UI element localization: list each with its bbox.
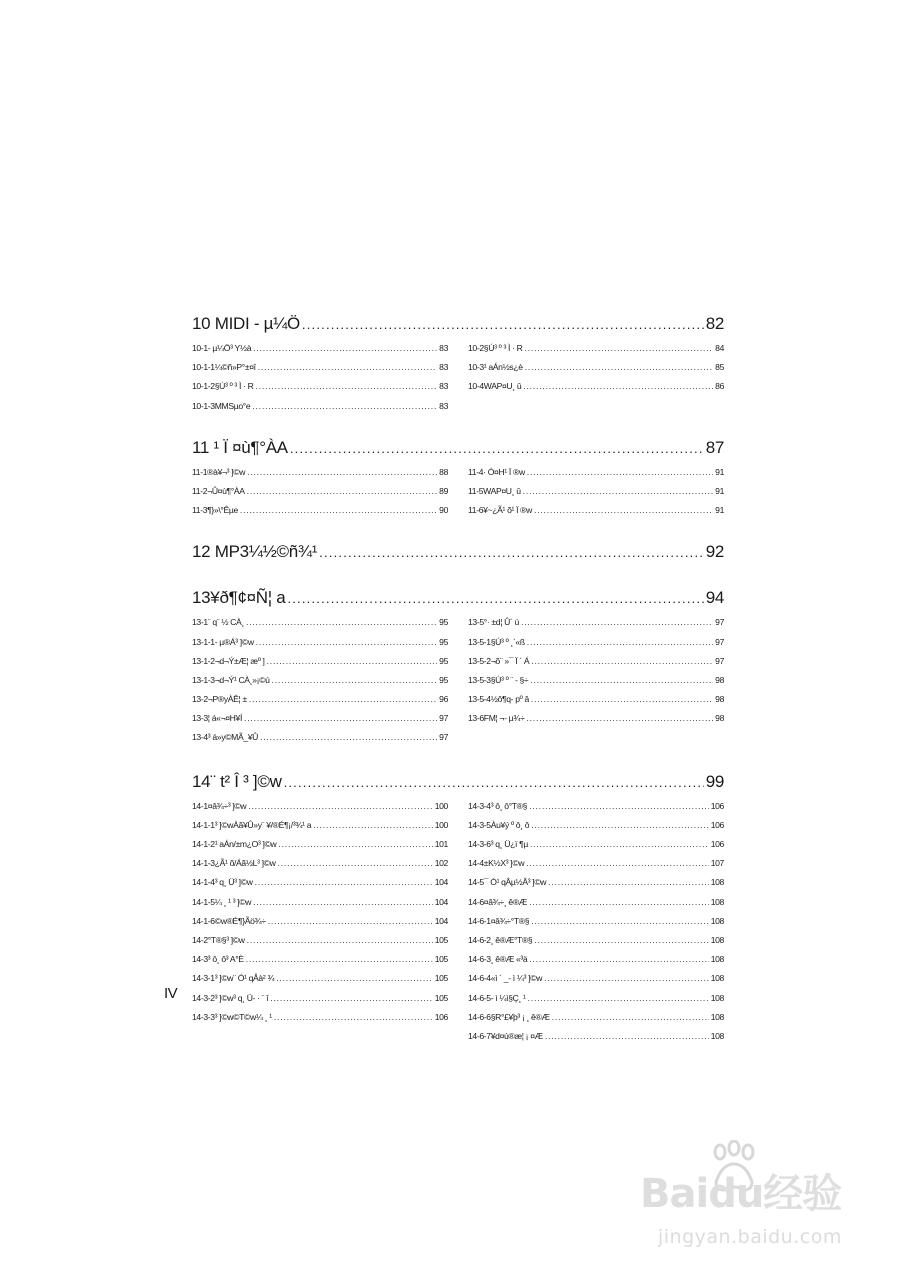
- entry-title: 14-3-3³ ]©w©T©w¼ ¸ ¹: [192, 1011, 272, 1022]
- dot-leader: [530, 839, 709, 849]
- entry-title: 10-4WAP¤U¸ û: [468, 381, 522, 392]
- toc-entry[interactable]: [468, 362, 724, 381]
- dot-leader: [240, 505, 437, 515]
- dot-leader: [287, 591, 703, 606]
- entry-title: 14-3-1³ ]©w¨ Ó¹ qÅà² ¾: [192, 973, 275, 984]
- entry-page: 106: [710, 819, 724, 830]
- toc-entry[interactable]: [468, 656, 724, 675]
- entry-title: 14-6-2¸ ê®Æ°T®§: [468, 934, 533, 945]
- entry-title: 13-5-1§Ú³ º ¸`«ß: [468, 636, 525, 647]
- entry-page: 98: [715, 694, 724, 705]
- toc-entry[interactable]: [468, 993, 724, 1012]
- toc-entry[interactable]: [468, 343, 724, 362]
- entry-title: 14-4±K½X³ ]©w: [468, 858, 525, 869]
- chapter-heading[interactable]: [192, 438, 724, 464]
- toc-entry[interactable]: [192, 617, 448, 636]
- entry-title: 10-3¹ aÁn½s¿è: [468, 362, 523, 373]
- dot-leader: [248, 801, 432, 811]
- watermark-url: jingyan.baidu.com: [658, 1226, 842, 1248]
- dot-leader: [521, 617, 713, 627]
- dot-leader: [526, 713, 713, 723]
- dot-leader: [525, 362, 713, 372]
- entry-column-right: [468, 617, 724, 751]
- dot-leader: [270, 993, 432, 1003]
- entry-page: 101: [434, 839, 448, 849]
- chapter-title: 11 ¹ Ï ¤ù¶°ÀA: [192, 437, 288, 457]
- toc-entry[interactable]: [468, 381, 724, 400]
- dot-leader: [244, 713, 437, 723]
- entry-page: 91: [715, 485, 724, 496]
- entry-title: 11-4· Ó¤H¹ Ï ®w: [468, 466, 525, 477]
- toc-entry[interactable]: [192, 820, 448, 839]
- entry-page: 108: [710, 1030, 724, 1041]
- toc-entry[interactable]: [192, 954, 448, 973]
- toc-entry[interactable]: [192, 839, 448, 858]
- entry-title: 14-6-6§R°£¥þ³ ¡ ¸ ê®Æ: [468, 1011, 550, 1022]
- entry-title: 10-1- µ¼Ö³ Y½à: [192, 343, 252, 353]
- entry-page: 104: [434, 896, 448, 907]
- entry-page: 98: [715, 713, 724, 724]
- toc-entry[interactable]: [468, 897, 724, 916]
- entry-page: 85: [715, 362, 724, 373]
- entry-title: 14-3-4³ ô¸ ô°T®§: [468, 800, 528, 811]
- toc-entry[interactable]: [192, 935, 448, 954]
- dot-leader: [278, 858, 433, 868]
- dot-leader: [267, 656, 438, 666]
- entry-page: 108: [710, 973, 724, 984]
- entry-page: 104: [434, 877, 448, 888]
- toc-entry[interactable]: [192, 467, 448, 486]
- dot-leader: [290, 441, 704, 456]
- dot-leader: [527, 467, 713, 477]
- entry-title: 14-6-3¸ ê®Æ «³ä: [468, 954, 528, 965]
- dot-leader: [527, 637, 713, 647]
- entry-page: 97: [715, 617, 724, 628]
- entry-page: 108: [710, 877, 724, 888]
- dot-leader: [274, 1012, 433, 1022]
- dot-leader: [525, 343, 714, 353]
- toc-entry[interactable]: [192, 505, 448, 524]
- entry-page: 97: [715, 636, 724, 647]
- dot-leader: [255, 877, 433, 887]
- dot-leader: [246, 617, 437, 627]
- toc-entry[interactable]: [192, 486, 448, 505]
- dot-leader: [253, 343, 437, 353]
- toc-entry[interactable]: [192, 916, 448, 935]
- entry-title: 14-6-4«ì ´ _- ì ¼³ ]©w: [468, 973, 543, 984]
- entry-title: 14-6-7¥d¤ù®æ¦ ¡ ¤Æ: [468, 1030, 543, 1041]
- watermark: [640, 1140, 870, 1270]
- entry-page: 105: [434, 992, 448, 1003]
- dot-leader: [530, 675, 713, 685]
- dot-leader: [526, 858, 709, 868]
- dot-leader: [249, 694, 437, 704]
- dot-leader: [276, 973, 432, 983]
- entry-page: 108: [710, 954, 724, 965]
- entry-page: 100: [434, 800, 448, 811]
- entry-page: 106: [710, 839, 724, 849]
- chapter-page: 92: [705, 542, 724, 562]
- entry-column-left: [192, 801, 448, 1050]
- toc-entry[interactable]: [192, 973, 448, 992]
- entry-column-left: [192, 617, 448, 751]
- entry-title: 11-2¬Û¤ù¶°ÀA: [192, 485, 245, 496]
- dot-leader: [247, 467, 437, 477]
- entry-page: 98: [715, 674, 724, 685]
- entry-page: 95: [439, 655, 448, 666]
- dot-leader: [302, 317, 704, 332]
- entry-title: 11-3¶}»\°Êµe: [192, 505, 238, 516]
- dot-leader: [523, 486, 714, 496]
- toc-entry[interactable]: [192, 694, 448, 713]
- chapter-heading[interactable]: [192, 314, 724, 340]
- entry-page: 104: [434, 915, 448, 926]
- toc-section: [192, 588, 724, 751]
- entry-title: 14-1-4³ q¸ Ü³ ]©w: [192, 877, 253, 888]
- entry-page: 83: [439, 400, 448, 411]
- toc-entry[interactable]: [192, 732, 448, 751]
- entry-title: 13-5°· ±d¦ Û´ ú: [468, 617, 519, 628]
- entry-title: 10-1-2§Ú³ º ³ Ì · R: [192, 381, 254, 392]
- dot-leader: [255, 381, 437, 391]
- dot-leader: [552, 1012, 709, 1022]
- toc-section: [192, 314, 724, 420]
- chapter-title: 14¨ t² Î ³ ]©w: [192, 771, 282, 791]
- toc-entry[interactable]: [192, 1012, 448, 1031]
- entry-column-left: [192, 467, 448, 525]
- entry-page: 97: [439, 713, 448, 724]
- dot-leader: [529, 801, 709, 811]
- toc-entry[interactable]: [468, 1031, 724, 1050]
- dot-leader: [278, 839, 432, 849]
- toc-entry[interactable]: [192, 877, 448, 896]
- entry-page: 108: [710, 934, 724, 945]
- entry-page: 105: [434, 954, 448, 965]
- dot-leader: [545, 1031, 709, 1041]
- entry-page: 106: [710, 800, 724, 811]
- toc-entry[interactable]: [468, 935, 724, 954]
- dot-leader: [284, 775, 704, 790]
- dot-leader: [531, 820, 709, 830]
- entry-page: 95: [439, 674, 448, 685]
- entry-page: 91: [715, 505, 724, 516]
- dot-leader: [319, 545, 704, 560]
- dot-leader: [534, 935, 708, 945]
- entry-page: 100: [434, 819, 448, 830]
- entry-title: 13-5-4½ô¶q- pº â: [468, 694, 529, 705]
- entry-column-right: [468, 467, 724, 525]
- toc-entry[interactable]: [468, 505, 724, 524]
- watermark-logo: Baidu经验: [640, 1171, 842, 1217]
- chapter-heading[interactable]: [192, 772, 724, 798]
- toc-entry[interactable]: [468, 877, 724, 896]
- entry-title: 14-3³ ô¸ ô³ A°È: [192, 954, 244, 965]
- entry-page: 96: [439, 694, 448, 705]
- dot-leader: [256, 637, 437, 647]
- toc-entry[interactable]: [468, 1012, 724, 1031]
- toc-entry[interactable]: [468, 486, 724, 505]
- toc-entry[interactable]: [468, 694, 724, 713]
- dot-leader: [247, 935, 433, 945]
- entry-title: 13-4³ á»y©MÃ_¥Û: [192, 732, 259, 743]
- dot-leader: [548, 877, 709, 887]
- toc-entry[interactable]: [192, 801, 448, 820]
- dot-leader: [523, 381, 713, 391]
- entry-column-right: [468, 801, 724, 1050]
- toc-entry[interactable]: [192, 343, 448, 362]
- entry-title: 14-3-5Àu¥ý º ô¸ ô: [468, 819, 530, 830]
- chapter-page: 87: [705, 437, 724, 457]
- entry-page: 88: [439, 466, 448, 477]
- table-of-contents: [192, 314, 724, 1050]
- entry-columns: [192, 343, 724, 420]
- toc-section: [192, 542, 724, 568]
- dot-leader: [313, 820, 433, 830]
- entry-title: 13-5-2¬õ¨ »¯ Ï ´ Á: [468, 655, 530, 666]
- entry-page: 108: [710, 992, 724, 1003]
- entry-page: 91: [715, 466, 724, 477]
- chapter-page: 94: [705, 588, 724, 608]
- entry-title: 13-1-1- µ®Á³ ]©w: [192, 636, 254, 647]
- entry-title: 13-5-3§Ú³ º ¨ - §÷: [468, 674, 529, 685]
- toc-entry[interactable]: [192, 713, 448, 732]
- chapter-title: 12 MP3¼½©ñ¾¹: [192, 542, 318, 562]
- toc-section: [192, 438, 724, 525]
- dot-leader: [534, 505, 713, 515]
- entry-title: 11-5WAP¤U¸ û: [468, 485, 521, 496]
- toc-entry[interactable]: [468, 858, 724, 877]
- entry-column-right: [468, 343, 724, 420]
- entry-page: 84: [715, 343, 724, 353]
- entry-columns: [192, 617, 724, 751]
- toc-section: [192, 772, 724, 1050]
- entry-title: 14-5¯ Ó¹ qÂµ½Â³ ]©w: [468, 877, 547, 888]
- dot-leader: [246, 954, 433, 964]
- entry-page: 108: [710, 915, 724, 926]
- toc-entry[interactable]: [468, 839, 724, 858]
- entry-title: 10-1-1¼©ñ»P°±¤î: [192, 362, 256, 373]
- toc-entry[interactable]: [192, 897, 448, 916]
- entry-title: 14-6-5- ì ¼ì§Ç¸ ¹: [468, 992, 526, 1003]
- entry-page: 105: [434, 934, 448, 945]
- entry-page: 89: [439, 485, 448, 496]
- toc-entry[interactable]: [192, 993, 448, 1012]
- entry-page: 86: [715, 381, 724, 392]
- toc-entry[interactable]: [468, 954, 724, 973]
- chapter-title: 10 MIDI - µ¼Ö: [192, 314, 300, 333]
- entry-title: 14-1-6©w®É¶}Ãö¾÷: [192, 915, 266, 926]
- toc-entry[interactable]: [468, 637, 724, 656]
- chapter-title: 13¥ð¶¢¤Ñ¦ a: [192, 588, 286, 608]
- entry-page: 108: [710, 1011, 724, 1022]
- entry-title: 14-1-1³ ]©wÀã¥Û»y¨ ¥/®É¶¡/³¾¹ a: [192, 819, 312, 830]
- entry-title: 14-2°T®§³ ]©w: [192, 934, 245, 945]
- chapter-heading[interactable]: [192, 588, 724, 614]
- toc-entry[interactable]: [468, 916, 724, 935]
- chapter-heading[interactable]: [192, 542, 724, 568]
- dot-leader: [258, 362, 437, 372]
- entry-title: 14-1-2¹ aÁn/±m¿O³ ]©w: [192, 839, 277, 849]
- dot-leader: [531, 916, 709, 926]
- entry-title: 13-6FM¦ ¬- µ¾÷: [468, 713, 525, 724]
- dot-leader: [529, 954, 708, 964]
- toc-entry[interactable]: [192, 401, 448, 420]
- chapter-page: 99: [705, 771, 724, 791]
- entry-page: 97: [439, 732, 448, 743]
- dot-leader: [272, 675, 438, 685]
- entry-page: 108: [710, 896, 724, 907]
- entry-title: 13-1¨ q¨ ½ CÀ¸: [192, 617, 244, 628]
- entry-title: 11-1®à¥¬³ ]©w: [192, 466, 246, 477]
- entry-page: 106: [434, 1011, 448, 1022]
- entry-title: 14-3-6³ q¸ Ü¿ï ¶µ: [468, 839, 528, 849]
- entry-page: 83: [439, 381, 448, 392]
- dot-leader: [528, 993, 709, 1003]
- toc-entry[interactable]: [192, 381, 448, 400]
- entry-title: 10-2§Ú³ º ³ Ì · R: [468, 343, 523, 353]
- entry-page: 95: [439, 617, 448, 628]
- dot-leader: [529, 897, 709, 907]
- toc-entry[interactable]: [192, 637, 448, 656]
- entry-title: 14-1-3¿Ã¹ õ/Áã½L³ ]©w: [192, 858, 276, 869]
- toc-entry[interactable]: [192, 362, 448, 381]
- entry-page: 95: [439, 636, 448, 647]
- entry-title: 14-6-1¤â¾÷°T®§: [468, 915, 530, 926]
- toc-entry[interactable]: [468, 973, 724, 992]
- entry-page: 83: [439, 343, 448, 353]
- dot-leader: [544, 973, 709, 983]
- entry-title: 13-1-2¬d¬Ý±Æ¦ æº ]: [192, 655, 265, 666]
- entry-title: 14-1¤â¾÷³ ]©w: [192, 800, 247, 811]
- toc-entry[interactable]: [192, 858, 448, 877]
- toc-entry[interactable]: [468, 713, 724, 732]
- chapter-page: 82: [705, 314, 724, 333]
- entry-column-left: [192, 343, 448, 420]
- toc-entry[interactable]: [468, 820, 724, 839]
- dot-leader: [252, 401, 437, 411]
- toc-entry[interactable]: [468, 467, 724, 486]
- entry-title: 14-1-5¼ ¸ ¹ ³ ]©w: [192, 896, 252, 907]
- toc-entry[interactable]: [468, 675, 724, 694]
- entry-page: 83: [439, 362, 448, 373]
- page-number: IV: [164, 985, 178, 1002]
- toc-entry[interactable]: [468, 617, 724, 636]
- toc-entry[interactable]: [468, 801, 724, 820]
- entry-title: 13-3¦ á«¬¤H¥Í: [192, 713, 243, 724]
- dot-leader: [260, 732, 437, 742]
- entry-page: 97: [715, 655, 724, 666]
- dot-leader: [531, 656, 713, 666]
- dot-leader: [268, 916, 433, 926]
- dot-leader: [531, 694, 713, 704]
- entry-title: 13-1-3¬d¬Ý¹ CÀ¸»¡©ú: [192, 674, 270, 685]
- dot-leader: [253, 897, 433, 907]
- entry-title: 14-6¤â¾÷¸ ê®Æ: [468, 896, 528, 907]
- entry-page: 107: [710, 858, 724, 869]
- entry-columns: [192, 467, 724, 525]
- entry-title: 14-3-2³ ]©w³ q¸ Ü- · ¨ î: [192, 992, 269, 1003]
- entry-title: 13-2¬P®yÀÊ¦ ±: [192, 694, 247, 705]
- toc-entry[interactable]: [192, 656, 448, 675]
- entry-columns: [192, 801, 724, 1050]
- entry-page: 105: [434, 973, 448, 984]
- entry-title: 11-6¥~¿Ã¹ õ¹ Ï ®w: [468, 505, 532, 516]
- dot-leader: [247, 486, 437, 496]
- entry-page: 90: [439, 505, 448, 516]
- entry-page: 102: [434, 858, 448, 869]
- toc-entry[interactable]: [192, 675, 448, 694]
- entry-title: 10-1-3MMSµo°e: [192, 400, 251, 411]
